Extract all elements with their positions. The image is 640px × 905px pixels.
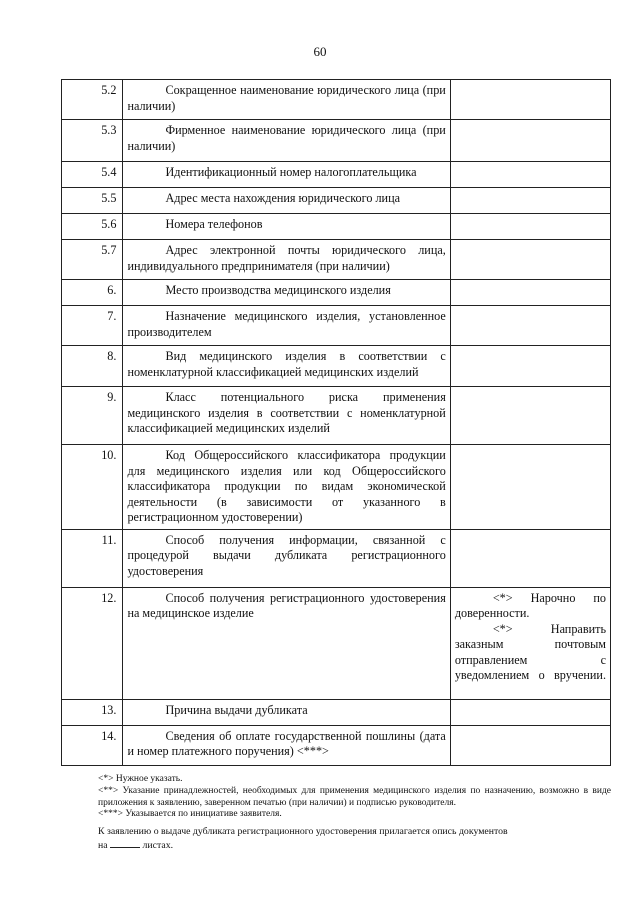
table-row	[62, 120, 611, 162]
row-description: Номера телефонов	[123, 214, 450, 240]
row-value-cell[interactable]	[450, 387, 610, 445]
table-row	[62, 280, 611, 306]
row-value-cell[interactable]	[450, 80, 610, 120]
footnote-1: <*> Нужное указать.	[98, 774, 183, 784]
row-number: 5.6	[62, 214, 123, 240]
row-description: Код Общероссийского классификатора продукции для медицинского изделия или код Общероссийского классификатора продукции по видам экономической деятельности (в зависимости от указанного в регистрационном удостоверении)	[123, 445, 450, 530]
delivery-option-registered-mail[interactable]: <*> Направить заказным почтовым отправлением с уведомлением о вручении.	[454, 621, 606, 682]
row-number: 10.	[62, 445, 123, 530]
row-value-cell[interactable]	[450, 529, 610, 587]
row-number: 5.7	[62, 240, 123, 280]
row-value-cell[interactable]	[450, 346, 610, 387]
table-row	[62, 240, 611, 280]
row-description: Адрес электронной почты юридического лица, индивидуального предпринимателя (при наличии)	[123, 240, 450, 280]
row-description: Класс потенциального риска применения медицинского изделия в соответствии с номенклатурной классификацией медицинских изделий	[123, 387, 450, 445]
table-row	[62, 306, 611, 346]
table-row	[62, 529, 611, 587]
sheet-count-blank[interactable]	[110, 838, 140, 848]
row-number: 5.3	[62, 120, 123, 162]
table-row	[62, 587, 611, 699]
row-value-cell[interactable]	[450, 240, 610, 280]
footnote-3: <***> Указывается по инициативе заявителя.	[98, 809, 282, 820]
application-form-table	[61, 79, 611, 766]
row-description: Место производства медицинского изделия	[123, 280, 450, 306]
row-number: 14.	[62, 725, 123, 765]
table-row	[62, 162, 611, 188]
row-value-cell[interactable]	[450, 445, 610, 530]
page-number: 60	[313, 44, 327, 59]
footnote-2: <**> Указание принадлежностей, необходимых для применения медицинского изделия по назначению, возможно в виде приложения к заявлению, заверенном печатью (при наличии) и подписью руководителя.	[98, 785, 611, 808]
row-number: 6.	[62, 280, 123, 306]
delivery-method-cell	[450, 587, 610, 699]
row-description: Сведения об оплате государственной пошлины (дата и номер платежного поручения) <***>	[123, 725, 450, 765]
attachment-note	[98, 826, 611, 852]
attachment-line-2	[98, 838, 611, 852]
row-number: 5.4	[62, 162, 123, 188]
row-number: 13.	[62, 699, 123, 725]
row-value-cell[interactable]	[450, 214, 610, 240]
row-number: 5.2	[62, 80, 123, 120]
attachment-suffix: листах.	[142, 840, 174, 851]
row-description: Назначение медицинского изделия, установленное производителем	[123, 306, 450, 346]
row-value-cell[interactable]	[450, 162, 610, 188]
row-number: 5.5	[62, 188, 123, 214]
row-number: 8.	[62, 346, 123, 387]
table-row	[62, 80, 611, 120]
row-description: Способ получения информации, связанной с процедурой выдачи дубликата регистрационного удостоверения	[123, 529, 450, 587]
table-row	[62, 214, 611, 240]
row-description: Адрес места нахождения юридического лица	[123, 188, 450, 214]
row-value-cell[interactable]	[450, 188, 610, 214]
row-description: Фирменное наименование юридического лица (при наличии)	[123, 120, 450, 162]
row-value-cell[interactable]	[450, 280, 610, 306]
row-number: 7.	[62, 306, 123, 346]
row-value-cell[interactable]	[450, 120, 610, 162]
table-row	[62, 188, 611, 214]
row-value-cell[interactable]	[450, 725, 610, 765]
row-description: Вид медицинского изделия в соответствии с номенклатурной классификацией медицинских изделий	[123, 346, 450, 387]
row-value-cell[interactable]	[450, 306, 610, 346]
row-number: 12.	[62, 587, 123, 699]
row-number: 9.	[62, 387, 123, 445]
row-description: Сокращенное наименование юридического лица (при наличии)	[123, 80, 450, 120]
table-row	[62, 445, 611, 530]
table-row	[62, 699, 611, 725]
attachment-prefix: на	[98, 840, 108, 851]
footnotes	[98, 774, 611, 821]
delivery-option-in-person[interactable]: <*> Нарочно по доверенности.	[454, 590, 606, 620]
attachment-line-1: К заявлению о выдаче дубликата регистрационного удостоверения прилагается опись документов	[98, 826, 508, 837]
row-description: Способ получения регистрационного удостоверения на медицинское изделие	[123, 587, 450, 699]
table-row	[62, 346, 611, 387]
row-value-cell[interactable]	[450, 699, 610, 725]
row-description: Идентификационный номер налогоплательщика	[123, 162, 450, 188]
table-row	[62, 387, 611, 445]
row-number: 11.	[62, 529, 123, 587]
table-row	[62, 725, 611, 765]
row-description: Причина выдачи дубликата	[123, 699, 450, 725]
